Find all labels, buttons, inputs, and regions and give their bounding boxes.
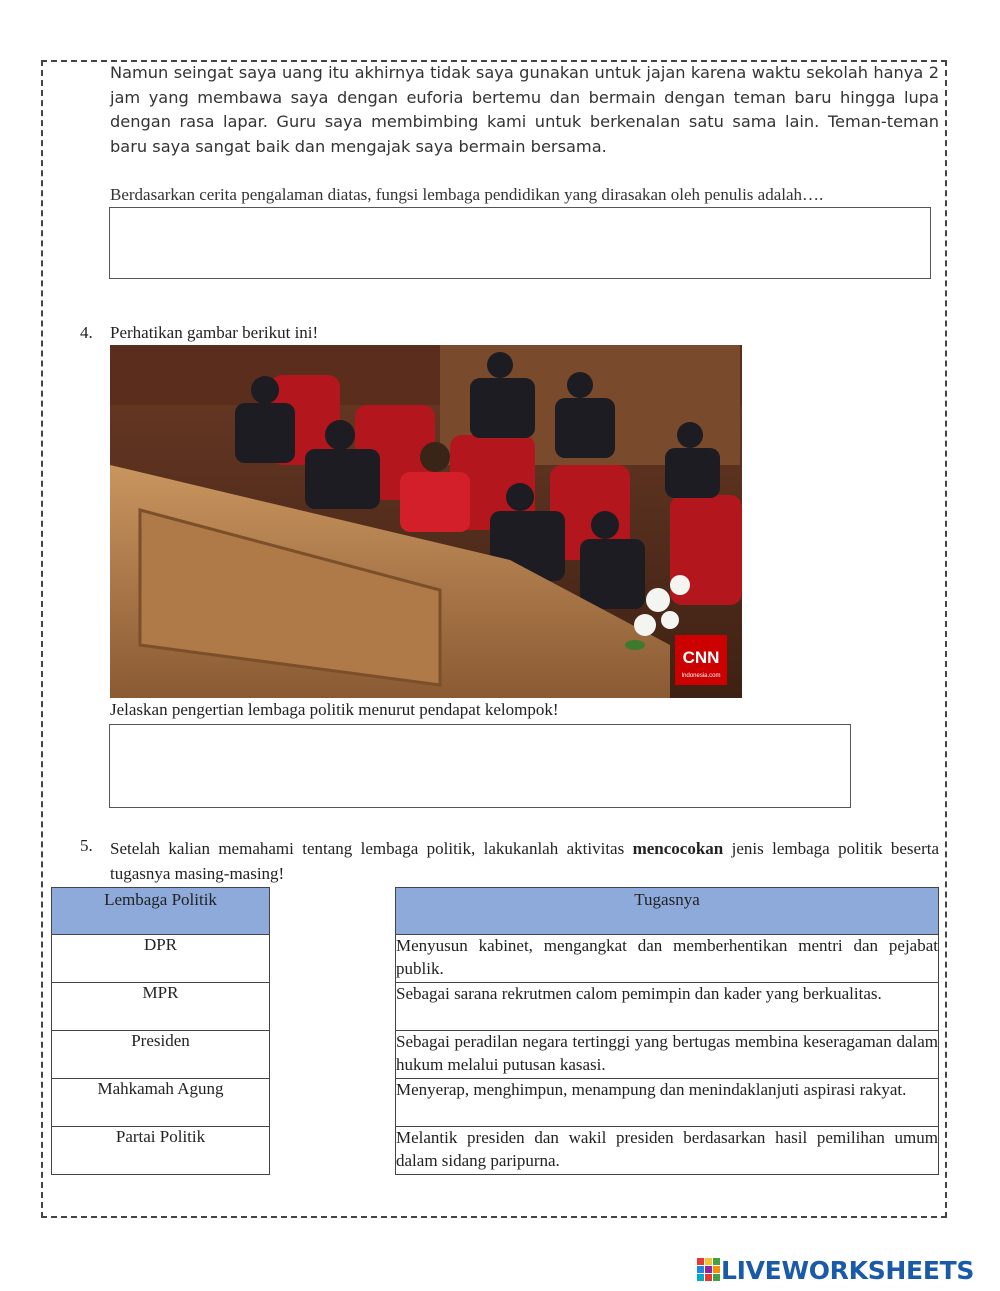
lembaga-item[interactable]: Presiden bbox=[52, 1031, 270, 1079]
lembaga-item[interactable]: Partai Politik bbox=[52, 1127, 270, 1175]
lembaga-table bbox=[51, 887, 270, 1175]
cnn-logo-text: CNN bbox=[682, 648, 720, 667]
lembaga-item[interactable]: DPR bbox=[52, 935, 270, 983]
question-4-answer-box[interactable] bbox=[109, 724, 851, 808]
tugas-item[interactable]: Sebagai peradilan negara tertinggi yang bertugas membina keseragaman dalam hukum melalui putusan kasasi. bbox=[396, 1031, 939, 1079]
tugas-header: Tugasnya bbox=[396, 888, 939, 935]
tugas-item[interactable]: Menyerap, menghimpun, menampung dan menindaklanjuti aspirasi rakyat. bbox=[396, 1079, 939, 1127]
liveworksheets-brand: LIVEWORKSHEETS bbox=[721, 1255, 975, 1285]
tugas-item[interactable]: Menyusun kabinet, mengangkat dan memberhentikan mentri dan pejabat publik. bbox=[396, 935, 939, 983]
liveworksheets-icon bbox=[697, 1258, 721, 1282]
question-3-answer-box[interactable] bbox=[109, 207, 931, 279]
question-4-text: Perhatikan gambar berikut ini! bbox=[110, 323, 319, 342]
question-5-text-before: Setelah kalian memahami tentang lembaga politik, lakukanlah aktivitas bbox=[110, 839, 633, 858]
lembaga-item[interactable]: MPR bbox=[52, 983, 270, 1031]
intro-paragraph: Namun seingat saya uang itu akhirnya tidak saya gunakan untuk jajan karena waktu sekolah hanya 2 jam yang membawa saya dengan euforia bertemu dan bermain dengan teman baru hingga lupa dengan rasa lapar. Guru saya membimbing kami untuk berkenalan satu sama lain. Teman-teman baru saya sangat baik dan mengajak saya bermain bersama. bbox=[110, 63, 939, 156]
tugas-item[interactable]: Sebagai sarana rekrutmen calom pemimpin dan kader yang berkualitas. bbox=[396, 983, 939, 1031]
question-5-text-after: jenis lembaga politik beserta tugasnya masing-masing! bbox=[110, 839, 940, 883]
question-3-prompt: Berdasarkan cerita pengalaman diatas, fungsi lembaga pendidikan yang dirasakan oleh penulis adalah…. bbox=[110, 185, 824, 204]
tugas-item[interactable]: Melantik presiden dan wakil presiden berdasarkan hasil pemilihan umum dalam sidang paripurna. bbox=[396, 1127, 939, 1175]
lembaga-header: Lembaga Politik bbox=[52, 888, 270, 935]
parliament-photo bbox=[110, 345, 742, 698]
question-5-text-bold: mencocokan bbox=[632, 839, 724, 858]
question-4-number: 4. bbox=[80, 323, 93, 342]
question-5-text bbox=[110, 836, 939, 886]
question-5-number: 5. bbox=[80, 836, 93, 855]
lembaga-item[interactable]: Mahkamah Agung bbox=[52, 1079, 270, 1127]
cnn-logo-subtext: Indonesia.com bbox=[681, 673, 721, 679]
liveworksheets-logo bbox=[697, 1253, 974, 1287]
tugas-table bbox=[395, 887, 939, 1175]
question-4-followup: Jelaskan pengertian lembaga politik menurut pendapat kelompok! bbox=[110, 700, 559, 719]
